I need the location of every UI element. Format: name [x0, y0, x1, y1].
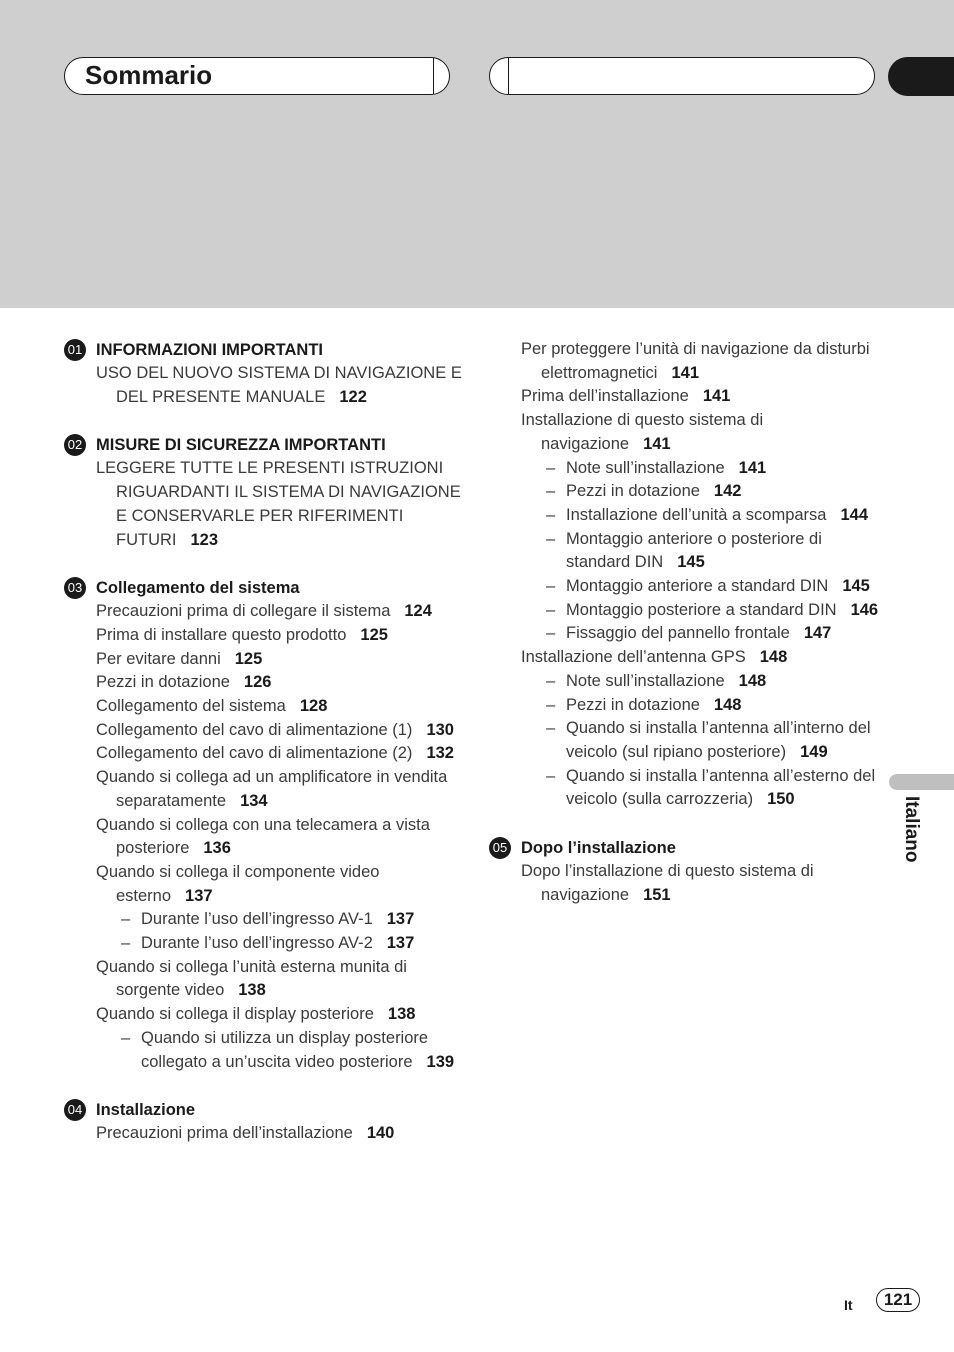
dash-icon: – [546, 766, 556, 785]
toc-page-number: 137 [185, 886, 213, 905]
section-title: INFORMAZIONI IMPORTANTI [96, 341, 324, 359]
toc-page-number: 122 [339, 387, 367, 406]
section-heading [489, 836, 889, 860]
toc-entry-text: Installazione di questo sistema di navigazione [521, 411, 764, 453]
toc-page-number: 130 [426, 720, 454, 739]
toc-entry [64, 1122, 464, 1146]
toc-section [64, 1098, 464, 1146]
toc-entry [64, 648, 464, 672]
dash-icon: – [546, 719, 556, 738]
toc-entry [64, 742, 464, 766]
dash-icon: – [546, 529, 556, 548]
toc-entry [64, 600, 464, 624]
toc-entry [64, 671, 464, 695]
section-number-badge: 04 [64, 1099, 86, 1121]
toc-entry-text: Per evitare danni [96, 649, 221, 668]
toc-entry-text: Prima di installare questo prodotto [96, 625, 347, 644]
dash-icon: – [546, 600, 556, 619]
section-heading [64, 576, 464, 600]
toc-page-number: 148 [738, 671, 767, 690]
toc-page-number: 148 [759, 648, 788, 667]
language-tab-marker [889, 774, 954, 790]
toc-entry-text: Note sull’installazione [566, 671, 725, 690]
section-number-badge: 01 [64, 339, 86, 361]
toc-page-number: 145 [677, 553, 705, 572]
toc-page-number: 141 [738, 458, 767, 477]
toc-entry-text: Fissaggio del pannello frontale [566, 624, 790, 643]
toc-page-number: 145 [842, 577, 870, 596]
section-number-badge: 05 [489, 837, 511, 859]
toc-page-number: 137 [386, 934, 415, 953]
toc-entry-text: Durante l’uso dell’ingresso AV-2 [141, 934, 373, 953]
toc-entry-text: Quando si collega l’unità esterna munita di sorgente video [96, 957, 407, 1000]
toc-entry-text: Collegamento del cavo di alimentazione (1) [96, 720, 413, 739]
toc-subentry [489, 575, 889, 599]
toc-entry-text: USO DEL NUOVO SISTEMA DI NAVIGAZIONE E DEL PRESENTE MANUALE [96, 364, 462, 406]
toc-subentry [489, 457, 889, 481]
toc-entry-text: Collegamento del cavo di alimentazione (2) [96, 744, 413, 763]
toc-subentry [489, 717, 889, 764]
toc-entry-text: Montaggio anteriore o posteriore di standard DIN [566, 529, 822, 572]
title-frame [64, 57, 450, 95]
toc-page-number: 140 [366, 1124, 395, 1143]
toc-entry-text: Installazione dell’antenna GPS [521, 648, 746, 667]
toc-subentry [489, 622, 889, 646]
dash-icon: – [546, 577, 556, 596]
toc-entry-text: LEGGERE TUTTE LE PRESENTI ISTRUZIONI RIGUARDANTI IL SISTEMA DI NAVIGAZIONE E CONSERVARLE PER RIFERIMENTI FUTURI [96, 459, 461, 549]
toc-section [64, 338, 464, 409]
toc-entry-text: Quando si collega ad un amplificatore in vendita separatamente [96, 768, 448, 810]
toc-entry [64, 861, 464, 908]
toc-page-number: 141 [702, 387, 731, 406]
toc-subentry [489, 599, 889, 623]
section-title: MISURE DI SICUREZZA IMPORTANTI [96, 436, 386, 455]
toc-entry [64, 956, 464, 1003]
toc-entry [64, 1003, 464, 1027]
toc-entry-text: Quando si collega il componente video esterno [96, 862, 380, 905]
chapter-frame [489, 57, 875, 95]
toc-entry [64, 695, 464, 719]
section-heading [64, 433, 464, 457]
toc-subentry [489, 504, 889, 528]
toc-entry [489, 860, 889, 907]
toc-entry-text: Quando si collega con una telecamera a vista posteriore [96, 815, 430, 858]
toc-entry-text: Montaggio anteriore a standard DIN [566, 577, 829, 596]
toc-entry [489, 385, 889, 409]
toc-page-number: 139 [426, 1052, 455, 1071]
section-title: Collegamento del sistema [96, 579, 300, 598]
toc-entry [64, 457, 464, 552]
dash-icon: – [121, 934, 131, 953]
toc-subentry [489, 480, 889, 504]
dash-icon: – [546, 505, 556, 524]
section-number-badge: 02 [64, 434, 86, 456]
toc-entry-text: Pezzi in dotazione [96, 673, 230, 692]
toc-section [64, 576, 464, 1074]
toc-entry-text: Montaggio posteriore a standard DIN [566, 600, 837, 619]
toc-page-number: 138 [238, 981, 266, 1000]
toc-subentry [64, 908, 464, 932]
toc-subentry [489, 528, 889, 575]
toc-page-number: 138 [387, 1005, 416, 1024]
toc-page-number: 144 [840, 505, 869, 524]
dash-icon: – [546, 458, 556, 477]
toc-section [489, 836, 889, 907]
toc-entry [64, 362, 464, 409]
footer-language-code: It [844, 1297, 853, 1313]
toc-page-number: 125 [360, 625, 388, 644]
toc-entry [64, 624, 464, 648]
toc-entry-text: Pezzi in dotazione [566, 695, 700, 714]
toc-section-continued [489, 338, 889, 812]
dash-icon: – [546, 671, 556, 690]
section-heading [64, 338, 464, 362]
toc-entry-text: Quando si collega il display posteriore [96, 1005, 374, 1024]
toc-entry-text: Prima dell’installazione [521, 387, 689, 406]
toc-entry-text: Per proteggere l’unità di navigazione da disturbi elettromagnetici [521, 340, 870, 382]
toc-entry-text: Quando si installa l’antenna all’interno del veicolo (sul ripiano posteriore) [566, 719, 871, 761]
section-title: Installazione [96, 1101, 196, 1120]
toc-entry-text: Installazione dell’unità a scomparsa [566, 505, 827, 524]
toc-page-number: 150 [767, 790, 795, 809]
page-title: Sommario [85, 60, 213, 90]
toc-subentry [489, 670, 889, 694]
toc-entry [489, 338, 889, 385]
toc-page-number: 148 [713, 695, 742, 714]
toc-section [64, 433, 464, 552]
toc-subentry [489, 765, 889, 812]
toc-page-number: 146 [850, 600, 879, 619]
toc-right-column [489, 338, 889, 931]
section-heading [64, 1098, 464, 1122]
toc-entry-text: Note sull’installazione [566, 458, 725, 477]
section-title: Dopo l’installazione [521, 839, 676, 858]
dash-icon: – [546, 482, 556, 501]
dash-icon: – [546, 695, 556, 714]
toc-page-number: 136 [203, 839, 231, 858]
toc-page-number: 141 [643, 434, 671, 453]
toc-entry [64, 766, 464, 813]
toc-page-number: 123 [190, 530, 219, 549]
toc-page-number: 149 [800, 742, 828, 761]
toc-entry-text: Quando si installa l’antenna all’esterno del veicolo (sulla carrozzeria) [566, 766, 876, 809]
dash-icon: – [546, 624, 556, 643]
toc-page-number: 125 [234, 649, 263, 668]
toc-page-number: 124 [404, 602, 432, 621]
toc-entry [489, 646, 889, 670]
dash-icon: – [121, 1028, 131, 1047]
toc-subentry [489, 694, 889, 718]
header-band [0, 0, 954, 308]
toc-left-column [64, 338, 464, 1170]
toc-entry-text: Durante l’uso dell’ingresso AV-1 [141, 910, 373, 929]
toc-page-number: 151 [643, 885, 671, 904]
toc-entry [64, 719, 464, 743]
section-number-badge: 03 [64, 577, 86, 599]
dash-icon: – [121, 910, 131, 929]
toc-entry-text: Dopo l’installazione di questo sistema di navigazione [521, 862, 814, 904]
page-number: 121 [876, 1288, 920, 1312]
chapter-tab [888, 57, 954, 96]
toc-page-number: 134 [240, 791, 268, 810]
toc-page-number: 147 [803, 624, 832, 643]
language-label: Italiano [901, 796, 922, 863]
toc-page-number: 141 [671, 363, 700, 382]
toc-entry-text: Precauzioni prima di collegare il sistema [96, 602, 391, 621]
toc-entry-text: Precauzioni prima dell’installazione [96, 1124, 353, 1143]
toc-page-number: 137 [386, 910, 415, 929]
toc-entry [489, 409, 889, 456]
toc-subentry [64, 932, 464, 956]
toc-entry-text: Collegamento del sistema [96, 697, 286, 716]
toc-entry-text: Pezzi in dotazione [566, 482, 700, 501]
toc-page-number: 142 [713, 482, 742, 501]
toc-page-number: 128 [299, 697, 328, 716]
toc-subentry [64, 1027, 464, 1074]
toc-entry [64, 814, 464, 861]
toc-page-number: 126 [243, 673, 272, 692]
toc-page-number: 132 [426, 744, 454, 763]
toc-entry-text: Quando si utilizza un display posteriore collegato a un’uscita video posteriore [141, 1028, 429, 1071]
